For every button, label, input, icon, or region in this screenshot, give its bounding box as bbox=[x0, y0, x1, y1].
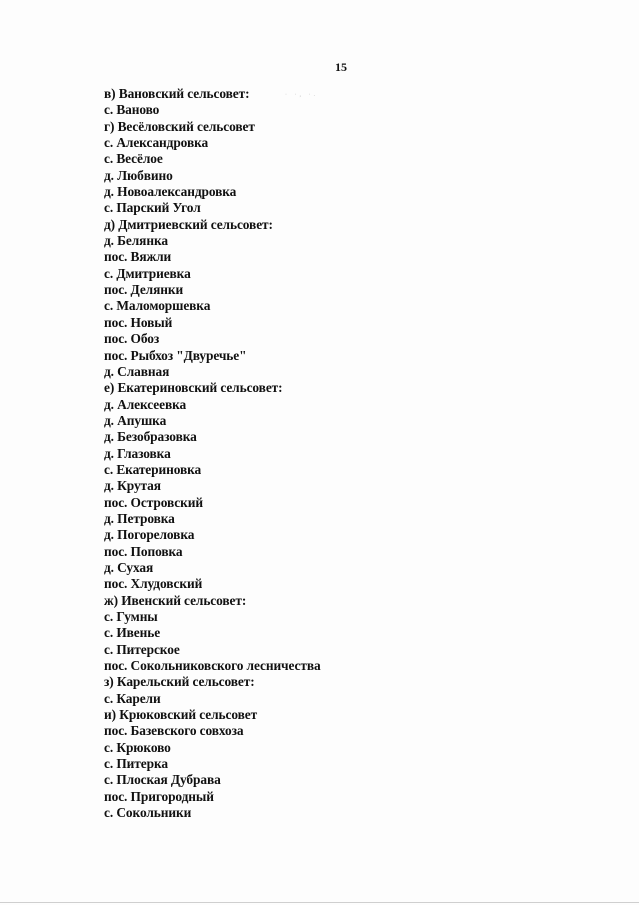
list-item: с. Питерка bbox=[104, 756, 168, 772]
list-item: с. Сокольники bbox=[104, 805, 192, 821]
list-item: с. Екатериновка bbox=[104, 461, 202, 477]
list-item: г) Весёловский сельсовет bbox=[104, 118, 255, 134]
list-item: д. Любвино bbox=[104, 167, 173, 183]
list-item: с. Весёлое bbox=[104, 151, 163, 167]
list-item: в) Вановский сельсовет: bbox=[104, 86, 250, 101]
list-item: д. Сухая bbox=[104, 559, 154, 575]
list-item: с. Парский Угол bbox=[104, 200, 201, 216]
list-item: с. Маломоршевка bbox=[104, 298, 211, 314]
list-item: пос. Сокольниковского лесничества bbox=[104, 658, 321, 674]
list-item: пос. Базевского совхоза bbox=[104, 723, 244, 739]
list-item: д. Безобразовка bbox=[104, 429, 197, 445]
list-item: с. Крюково bbox=[104, 739, 171, 755]
list-item: с. Ваново bbox=[104, 102, 160, 118]
list-item: с. Питерское bbox=[104, 641, 180, 657]
list-item: ж) Ивенский сельсовет: bbox=[104, 592, 247, 608]
list-item: пос. Новый bbox=[104, 314, 173, 330]
list-item: с. Карели bbox=[104, 690, 161, 706]
list-item: д. Погореловка bbox=[104, 527, 195, 543]
settlement-list bbox=[104, 86, 321, 821]
list-item: пос. Пригородный bbox=[104, 788, 214, 804]
list-item: с. Дмитриевка bbox=[104, 265, 191, 281]
list-item: д. Новоалександровка bbox=[104, 184, 237, 200]
list-item: пос. Вяжли bbox=[104, 249, 172, 265]
list-item: пос. Хлудовский bbox=[104, 576, 203, 592]
list-item: с. Александровка bbox=[104, 135, 209, 151]
scan-speckles: · ·, ·. bbox=[285, 92, 318, 98]
list-item: пос. Поповка bbox=[104, 543, 183, 559]
scan-edge-line bbox=[0, 902, 639, 903]
list-item: с. Гумны bbox=[104, 609, 158, 624]
list-item: д. Петровка bbox=[104, 510, 175, 526]
list-item: д. Славная bbox=[104, 363, 170, 379]
list-item: пос. Делянки bbox=[104, 282, 184, 298]
list-item: пос. Обоз bbox=[104, 331, 160, 347]
list-item: е) Екатериновский сельсовет: bbox=[104, 380, 283, 396]
list-item: с. Ивенье bbox=[104, 625, 161, 641]
list-item: пос. Островский bbox=[104, 494, 203, 510]
list-item: з) Карельский сельсовет: bbox=[104, 674, 255, 690]
list-item: д. Алексеевка bbox=[104, 396, 187, 412]
list-item: пос. Рыбхоз "Двуречье" bbox=[104, 347, 247, 363]
list-item: д. Белянка bbox=[104, 233, 168, 249]
list-item: д. Крутая bbox=[104, 478, 161, 494]
list-item: д. Глазовка bbox=[104, 445, 171, 461]
list-item: и) Крюковский сельсовет bbox=[104, 707, 258, 723]
page-number: 15 bbox=[335, 60, 347, 74]
list-item: д) Дмитриевский сельсовет: bbox=[104, 216, 273, 232]
list-item: с. Плоская Дубрава bbox=[104, 772, 221, 788]
list-item: д. Апушка bbox=[104, 412, 167, 428]
